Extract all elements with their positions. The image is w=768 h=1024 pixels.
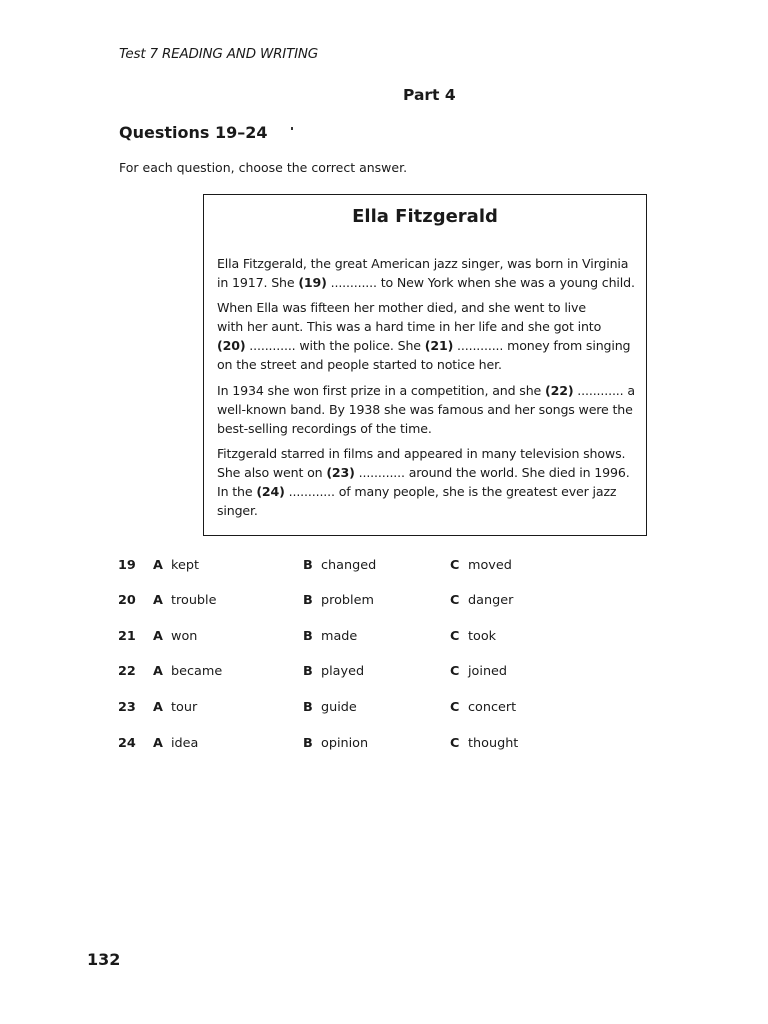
- option-text: trouble: [171, 593, 217, 608]
- questions-title: Questions 19–24: [119, 123, 268, 142]
- article-paragraph-3: [217, 381, 637, 438]
- paragraph-line: singer.: [217, 503, 258, 518]
- answer-option[interactable]: [153, 700, 197, 715]
- running-header: Test 7 READING AND WRITING: [119, 46, 319, 62]
- option-letter: A: [153, 593, 163, 608]
- option-text: took: [468, 629, 497, 644]
- question-number: 22: [118, 664, 136, 679]
- option-letter: B: [303, 664, 313, 679]
- article-paragraph-2: [217, 298, 637, 374]
- option-text: thought: [468, 736, 519, 751]
- option-letter: C: [450, 629, 460, 644]
- answer-option[interactable]: [153, 593, 217, 608]
- article-title: Ella Fitzgerald: [352, 206, 498, 227]
- option-letter: B: [303, 736, 313, 751]
- question-number: 20: [118, 593, 136, 608]
- question-row: [0, 558, 768, 578]
- answer-option[interactable]: [303, 664, 364, 679]
- answer-option[interactable]: [303, 593, 374, 608]
- option-text: won: [171, 629, 198, 644]
- article-box: [203, 194, 647, 536]
- option-letter: C: [450, 558, 460, 573]
- paragraph-line: in 1917. She (19) ............ to New York when she was a young child.: [217, 275, 635, 290]
- answer-option[interactable]: [303, 629, 357, 644]
- paragraph-line: When Ella was fifteen her mother died, and she went to live: [217, 300, 586, 315]
- question-number: 24: [118, 736, 136, 751]
- part-title: Part 4: [403, 86, 456, 104]
- option-letter: A: [153, 629, 163, 644]
- option-text: changed: [321, 558, 377, 573]
- option-letter: B: [303, 558, 313, 573]
- answer-option[interactable]: [450, 593, 513, 608]
- option-text: problem: [321, 593, 374, 608]
- answer-option[interactable]: [303, 558, 376, 573]
- gap-number: (19): [298, 275, 327, 290]
- option-letter: C: [450, 664, 460, 679]
- question-number: 23: [118, 700, 136, 715]
- option-text: danger: [468, 593, 514, 608]
- question-row: [0, 664, 768, 684]
- paragraph-line: In the (24) ............ of many people, she is the greatest ever jazz: [217, 484, 617, 499]
- print-speck: [291, 127, 293, 130]
- option-letter: B: [303, 593, 313, 608]
- question-row: [0, 700, 768, 720]
- option-letter: A: [153, 736, 163, 751]
- paragraph-line: on the street and people started to notice her.: [217, 357, 502, 372]
- article-paragraph-4: [217, 444, 637, 520]
- option-letter: C: [450, 593, 460, 608]
- paragraph-line: (20) ............ with the police. She (21) ............ money from singing: [217, 338, 631, 353]
- option-letter: C: [450, 736, 460, 751]
- option-text: joined: [468, 664, 508, 679]
- page-number: 132: [87, 950, 121, 969]
- option-text: played: [321, 664, 365, 679]
- option-letter: A: [153, 700, 163, 715]
- question-number: 21: [118, 629, 136, 644]
- gap-number: (24): [256, 484, 285, 499]
- option-text: made: [321, 629, 358, 644]
- answer-option[interactable]: [153, 736, 198, 751]
- instruction-text: For each question, choose the correct answer.: [119, 160, 408, 175]
- answer-option[interactable]: [303, 700, 357, 715]
- option-letter: B: [303, 629, 313, 644]
- option-text: became: [171, 664, 223, 679]
- question-row: [0, 593, 768, 613]
- paragraph-line: In 1934 she won first prize in a competition, and she (22) ............ a: [217, 383, 635, 398]
- option-text: concert: [468, 700, 517, 715]
- paragraph-line: She also went on (23) ............ around the world. She died in 1996.: [217, 465, 630, 480]
- answer-option[interactable]: [450, 700, 516, 715]
- question-row: [0, 736, 768, 756]
- gap-number: (23): [326, 465, 355, 480]
- answer-option[interactable]: [450, 629, 496, 644]
- answer-option[interactable]: [303, 736, 368, 751]
- answer-option[interactable]: [450, 736, 518, 751]
- option-text: opinion: [321, 736, 369, 751]
- option-letter: C: [450, 700, 460, 715]
- gap-number: (22): [544, 383, 574, 398]
- option-text: idea: [171, 736, 199, 751]
- gap-number: (20): [217, 338, 246, 353]
- question-row: [0, 629, 768, 649]
- option-text: moved: [468, 558, 512, 573]
- option-text: tour: [171, 700, 198, 715]
- question-number: 19: [118, 558, 136, 573]
- option-text: kept: [171, 558, 199, 573]
- option-letter: B: [303, 700, 313, 715]
- answer-option[interactable]: [450, 558, 512, 573]
- option-text: guide: [321, 700, 357, 715]
- option-letter: A: [153, 664, 163, 679]
- paragraph-line: Fitzgerald starred in films and appeared in many television shows.: [217, 446, 626, 461]
- paragraph-line: with her aunt. This was a hard time in her life and she got into: [217, 319, 602, 334]
- answer-option[interactable]: [153, 558, 199, 573]
- paragraph-line: best-selling recordings of the time.: [217, 421, 432, 436]
- paragraph-line: Ella Fitzgerald, the great American jazz singer, was born in Virginia: [217, 256, 629, 271]
- article-paragraph-1: [217, 254, 637, 292]
- answer-option[interactable]: [153, 629, 197, 644]
- paragraph-line: well-known band. By 1938 she was famous and her songs were the: [217, 402, 633, 417]
- gap-number: (21): [424, 338, 454, 353]
- answer-option[interactable]: [153, 664, 222, 679]
- option-letter: A: [153, 558, 163, 573]
- answer-option[interactable]: [450, 664, 507, 679]
